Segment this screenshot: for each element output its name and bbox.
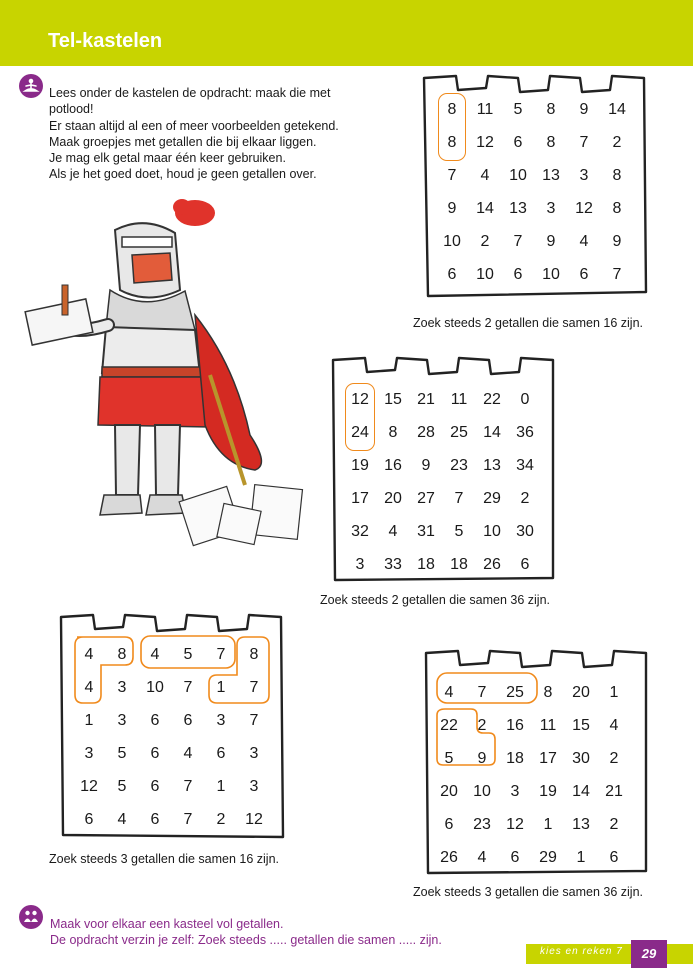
grid-cell: 28 — [417, 424, 435, 441]
grid-cell: 15 — [384, 391, 402, 408]
grid-cell: 7 — [454, 490, 464, 507]
grid-cell: 3 — [579, 167, 589, 184]
grid-cell: 5 — [444, 750, 454, 767]
grid-cell: 9 — [612, 233, 622, 250]
grid-cell: 19 — [351, 457, 369, 474]
grid-cell: 6 — [513, 134, 523, 151]
instruction-line: Er staan altijd al een of meer voorbeelden getekend. — [49, 118, 339, 133]
grid-cell: 3 — [84, 745, 94, 762]
grid-cell: 8 — [612, 200, 622, 217]
grid-cell: 3 — [355, 556, 365, 573]
grid-cell: 6 — [183, 712, 193, 729]
grid-cell: 18 — [450, 556, 468, 573]
grid-cell: 13 — [483, 457, 501, 474]
grid-cell: 3 — [546, 200, 556, 217]
grid-cell: 6 — [216, 745, 226, 762]
grid-cell: 23 — [473, 816, 491, 833]
grid-cell: 11 — [476, 101, 494, 118]
grid-cell: 4 — [150, 646, 160, 663]
grid-cell: 12 — [245, 811, 263, 828]
grid-cell: 9 — [447, 200, 457, 217]
grid-cell: 27 — [417, 490, 435, 507]
grid-cell: 6 — [609, 849, 619, 866]
instruction-line: potlood! — [49, 102, 94, 117]
grid-cell: 29 — [483, 490, 501, 507]
grid-cell: 32 — [351, 523, 369, 540]
grid-cell: 8 — [546, 134, 556, 151]
grid-cell: 14 — [483, 424, 501, 441]
grid-cell: 6 — [150, 745, 160, 762]
grid-cell: 30 — [572, 750, 590, 767]
grid-cell: 36 — [516, 424, 534, 441]
grid-cell: 7 — [447, 167, 457, 184]
grid-cell: 4 — [117, 811, 127, 828]
grid-cell: 10 — [476, 266, 494, 283]
castle-3-caption: Zoek steeds 3 getallen die samen 16 zijn. — [49, 852, 279, 866]
grid-cell: 7 — [249, 712, 259, 729]
grid-cell: 3 — [216, 712, 226, 729]
grid-cell: 8 — [612, 167, 622, 184]
grid-cell: 10 — [542, 266, 560, 283]
grid-cell: 15 — [572, 717, 590, 734]
grid-cell: 12 — [575, 200, 593, 217]
grid-cell: 3 — [510, 783, 520, 800]
footer-instructions — [50, 916, 442, 948]
grid-cell: 23 — [450, 457, 468, 474]
grid-cell: 4 — [84, 646, 94, 663]
grid-cell: 8 — [388, 424, 398, 441]
castle-2-caption: Zoek steeds 2 getallen die samen 36 zijn. — [320, 593, 550, 607]
grid-cell: 3 — [249, 745, 259, 762]
grid-cell: 22 — [440, 717, 458, 734]
footer-line: Maak voor elkaar een kasteel vol getallen. — [50, 917, 284, 931]
example-loop — [71, 631, 281, 711]
castle-1-caption: Zoek steeds 2 getallen die samen 16 zijn. — [413, 316, 643, 330]
grid-cell: 10 — [509, 167, 527, 184]
grid-cell: 6 — [444, 816, 454, 833]
grid-cell: 7 — [249, 679, 259, 696]
grid-cell: 22 — [483, 391, 501, 408]
grid-cell: 13 — [509, 200, 527, 217]
grid-cell: 21 — [417, 391, 435, 408]
grid-cell: 1 — [84, 712, 94, 729]
grid-cell: 5 — [117, 778, 127, 795]
grid-cell: 10 — [483, 523, 501, 540]
grid-cell: 25 — [450, 424, 468, 441]
grid-cell: 9 — [579, 101, 589, 118]
grid-cell: 4 — [84, 679, 94, 696]
grid-cell: 12 — [476, 134, 494, 151]
grid-cell: 0 — [520, 391, 530, 408]
grid-cell: 7 — [579, 134, 589, 151]
instruction-line: Lees onder de kastelen de opdracht: maak die met — [49, 86, 331, 100]
grid-cell: 16 — [506, 717, 524, 734]
grid-cell: 8 — [117, 646, 127, 663]
grid-cell: 5 — [513, 101, 523, 118]
grid-cell: 12 — [506, 816, 524, 833]
grid-cell: 6 — [447, 266, 457, 283]
grid-cell: 12 — [80, 778, 98, 795]
grid-cell: 2 — [216, 811, 226, 828]
grid-cell: 4 — [579, 233, 589, 250]
grid-cell: 6 — [150, 778, 160, 795]
grid-cell: 7 — [477, 684, 487, 701]
grid-cell: 30 — [516, 523, 534, 540]
grid-cell: 6 — [84, 811, 94, 828]
pair-icon — [19, 905, 43, 929]
grid-cell: 4 — [388, 523, 398, 540]
grid-cell: 2 — [609, 750, 619, 767]
grid-cell: 4 — [444, 684, 454, 701]
grid-cell: 1 — [216, 679, 226, 696]
grid-cell: 10 — [443, 233, 461, 250]
grid-cell: 7 — [513, 233, 523, 250]
grid-cell: 12 — [351, 391, 369, 408]
grid-cell: 10 — [473, 783, 491, 800]
grid-cell: 2 — [609, 816, 619, 833]
grid-cell: 31 — [417, 523, 435, 540]
grid-cell: 1 — [576, 849, 586, 866]
grid-cell: 14 — [476, 200, 494, 217]
page-title: Tel-kastelen — [48, 30, 163, 52]
grid-cell: 7 — [183, 778, 193, 795]
grid-cell: 17 — [539, 750, 557, 767]
grid-cell: 5 — [454, 523, 464, 540]
grid-cell: 13 — [572, 816, 590, 833]
grid-cell: 11 — [539, 717, 557, 734]
example-loop — [431, 671, 551, 771]
grid-cell: 14 — [572, 783, 590, 800]
grid-cell: 8 — [447, 101, 457, 118]
grid-cell: 19 — [539, 783, 557, 800]
series-badge-label: kies en reken 7 — [540, 946, 623, 957]
grid-cell: 7 — [216, 646, 226, 663]
footer-line: De opdracht verzin je zelf: Zoek steeds ..... getallen die samen ..... zijn. — [50, 933, 442, 947]
instruction-line: Je mag elk getal maar één keer gebruiken. — [49, 151, 286, 166]
grid-cell: 8 — [447, 134, 457, 151]
grid-cell: 4 — [183, 745, 193, 762]
grid-cell: 10 — [146, 679, 164, 696]
grid-cell: 20 — [572, 684, 590, 701]
grid-cell: 8 — [546, 101, 556, 118]
instruction-line: Als je het goed doet, houd je geen getallen over. — [49, 167, 317, 182]
instructions — [49, 85, 369, 183]
grid-cell: 20 — [384, 490, 402, 507]
grid-cell: 11 — [450, 391, 468, 408]
castle-4-caption: Zoek steeds 3 getallen die samen 36 zijn. — [413, 885, 643, 899]
grid-cell: 7 — [612, 266, 622, 283]
grid-cell: 24 — [351, 424, 369, 441]
grid-cell: 8 — [543, 684, 553, 701]
grid-cell: 26 — [440, 849, 458, 866]
grid-cell: 8 — [249, 646, 259, 663]
page-number: 29 — [631, 940, 667, 968]
grid-cell: 6 — [579, 266, 589, 283]
grid-cell: 4 — [609, 717, 619, 734]
example-loop — [345, 383, 375, 451]
example-loop — [438, 93, 466, 161]
grid-cell: 2 — [612, 134, 622, 151]
grid-cell: 9 — [546, 233, 556, 250]
grid-cell: 6 — [150, 712, 160, 729]
grid-cell: 6 — [510, 849, 520, 866]
grid-cell: 7 — [183, 811, 193, 828]
grid-cell: 7 — [183, 679, 193, 696]
instruction-line: Maak groepjes met getallen die bij elkaar liggen. — [49, 134, 317, 149]
grid-cell: 9 — [421, 457, 431, 474]
grid-cell: 4 — [477, 849, 487, 866]
grid-cell: 2 — [520, 490, 530, 507]
grid-cell: 6 — [150, 811, 160, 828]
meditate-icon — [19, 74, 43, 98]
grid-cell: 18 — [417, 556, 435, 573]
grid-cell: 29 — [539, 849, 557, 866]
grid-cell: 14 — [608, 101, 626, 118]
grid-cell: 3 — [117, 712, 127, 729]
grid-cell: 17 — [351, 490, 369, 507]
grid-cell: 2 — [477, 717, 487, 734]
grid-cell: 33 — [384, 556, 402, 573]
grid-cell: 18 — [506, 750, 524, 767]
grid-cell: 21 — [605, 783, 623, 800]
grid-cell: 26 — [483, 556, 501, 573]
grid-cell: 25 — [506, 684, 524, 701]
grid-cell: 5 — [183, 646, 193, 663]
grid-cell: 3 — [117, 679, 127, 696]
grid-cell: 13 — [542, 167, 560, 184]
grid-cell: 3 — [249, 778, 259, 795]
grid-cell: 4 — [480, 167, 490, 184]
knight-illustration — [20, 195, 310, 555]
grid-cell: 6 — [513, 266, 523, 283]
grid-cell: 1 — [609, 684, 619, 701]
grid-cell: 20 — [440, 783, 458, 800]
grid-cell: 1 — [216, 778, 226, 795]
grid-cell: 2 — [480, 233, 490, 250]
grid-cell: 34 — [516, 457, 534, 474]
grid-cell: 5 — [117, 745, 127, 762]
grid-cell: 9 — [477, 750, 487, 767]
grid-cell: 16 — [384, 457, 402, 474]
grid-cell: 6 — [520, 556, 530, 573]
grid-cell: 1 — [543, 816, 553, 833]
